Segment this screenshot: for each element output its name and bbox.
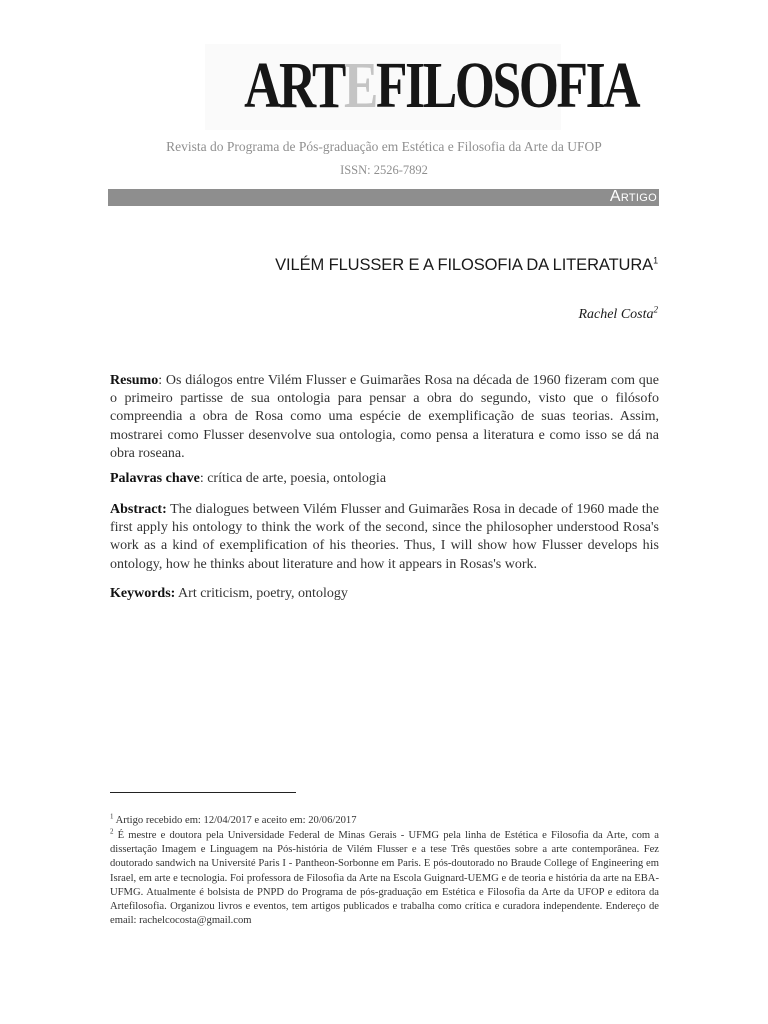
footnote-separator [110, 792, 296, 793]
keywords-portuguese [110, 470, 659, 488]
journal-logo [244, 48, 639, 124]
abstract-en-text: The dialogues between Vilém Flusser and Guimarães Rosa in decade of 1960 made the first apply his ontology to think the work of the second, since the philosopher understood Rosa's work as a kind of exemplification of his theories. Thus, I will show how Flusser develops his ontology, how he thinks about literature and how it appears in Rosas's work. [110, 502, 659, 572]
section-label: Artigo [609, 188, 657, 205]
keywords-en-text: Art criticism, poetry, ontology [175, 586, 348, 601]
logo-part-e: E [344, 49, 377, 122]
journal-subtitle: Revista do Programa de Pós-graduação em Estética e Filosofia da Arte da UFOP [166, 139, 602, 154]
abstract-pt-label: Resumo [110, 373, 159, 388]
keywords-en-label: Keywords: [110, 586, 176, 601]
author-name [578, 304, 658, 323]
logo-part-filosofia: FILOSOFIA [376, 49, 639, 122]
footnote-2-mark: 2 [110, 827, 114, 836]
issn-line: ISSN: 2526-7892 [340, 163, 428, 177]
section-bar [108, 189, 659, 206]
logo-part-art: ART [244, 49, 345, 122]
footnote-1 [110, 814, 659, 828]
keywords-english [110, 585, 659, 603]
keywords-pt-label: Palavras chave [110, 471, 200, 486]
article-title [275, 256, 658, 275]
footnote-2 [110, 829, 659, 928]
footnote-2-text: É mestre e doutora pela Universidade Federal de Minas Gerais - UFMG pela linha de Estética e Filosofia da Arte, com a dissertação Imagem e Linguagem na Pós-história de Vilém Flusser e a tese Três questões sobre a arte contemporânea. Fez doutorado sandwich na Université Paris I - Pantheon-Sorbonne em Paris. E pós-doutorado no Braude College of Engineering em Israel, em arte e tecnologia. Foi professora de Filosofia da Arte na Escola Guignard-UEMG e de teoria e história da arte na EBA-UFMG. Atualmente é bolsista de PNPD do Programa de pós-graduação em Estética e Filosofia da Arte da UFOP e editora da Artefilosofia. Organizou livros e eventos, tem artigos publicados e trabalha como crítica e curadora independente. Endereço de email: rachelcocosta@gmail.com [110, 830, 659, 927]
abstract-en-label: Abstract: [110, 502, 167, 517]
abstract-english [110, 501, 659, 574]
abstract-portuguese [110, 372, 659, 463]
author-name-text: Rachel Costa [578, 307, 654, 322]
author-footnote-mark[interactable]: 2 [653, 304, 658, 315]
footnote-1-text: Artigo recebido em: 12/04/2017 e aceito em: 20/06/2017 [113, 815, 357, 826]
keywords-pt-text: : crítica de arte, poesia, ontologia [199, 471, 387, 486]
abstract-pt-text: : Os diálogos entre Vilém Flusser e Guimarães Rosa na década de 1960 fizeram com que o primeiro partisse de sua ontologia para pensar a obra do segundo, visto que o filósofo compreendia a obra de Rosa como uma espécie de exemplificação de suas teorias. Assim, mostrarei como Flusser desenvolve sua ontologia, como pensa a literatura e como isso se dá na obra roseana. [110, 373, 659, 461]
footnote-1-mark: 1 [110, 812, 114, 821]
article-title-text: VILÉM FLUSSER E A FILOSOFIA DA LITERATURA [275, 256, 654, 274]
title-footnote-mark[interactable]: 1 [653, 255, 658, 266]
